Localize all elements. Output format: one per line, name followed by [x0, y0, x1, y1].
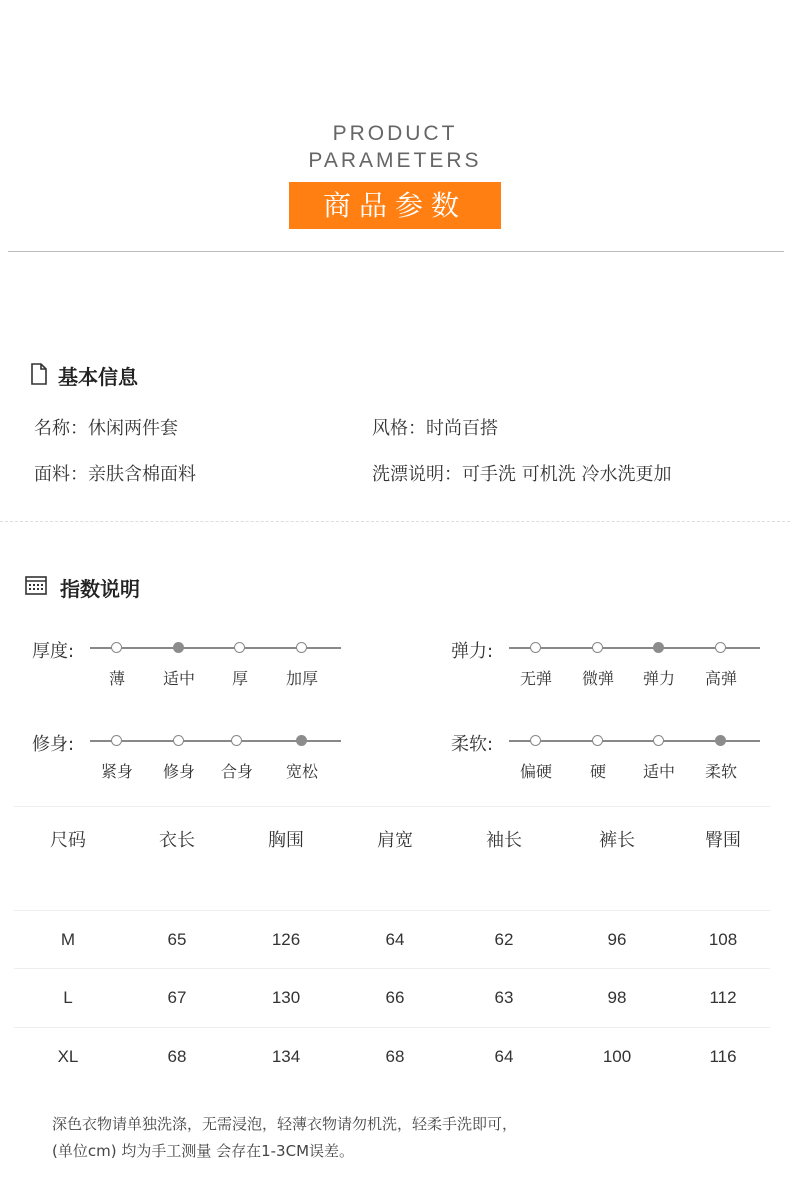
product-name: 名称：休闲两件套: [34, 418, 178, 439]
table-cell: M: [60, 930, 76, 949]
table-header-cell: 衣长: [159, 830, 195, 851]
scale-dot: [231, 735, 242, 746]
table-cell: L: [63, 988, 73, 1007]
scale-dot: [234, 642, 245, 653]
scale-option: 偏硬: [519, 762, 552, 781]
divider: [8, 251, 784, 252]
table-cell: 64: [494, 1047, 514, 1066]
product-fabric: 面料：亲肤含棉面料: [34, 464, 196, 485]
scale-option: 厚: [231, 669, 248, 688]
scale-dot: [530, 642, 541, 653]
document-icon: [30, 363, 48, 389]
calendar-grid-icon: [25, 575, 47, 599]
dashed-divider: [0, 521, 790, 522]
title-parameters: PARAMETERS: [308, 149, 482, 172]
table-header-cell: 肩宽: [377, 830, 413, 851]
table-cell: 100: [602, 1047, 632, 1066]
table-cell: 112: [709, 988, 737, 1007]
scale-dot-selected: [653, 642, 664, 653]
index-title: 指数说明: [60, 577, 140, 601]
scale-option: 弹力: [642, 669, 675, 688]
table-cell: 98: [607, 988, 627, 1007]
table-header-cell: 尺码: [50, 830, 86, 851]
table-cell: 63: [494, 988, 514, 1007]
table-top-line: [14, 806, 770, 807]
scale-dot-selected: [296, 735, 307, 746]
table-cell: 68: [385, 1047, 405, 1066]
scale-option: 紧身: [100, 762, 133, 781]
scale-dot: [653, 735, 664, 746]
table-cell: 65: [167, 930, 187, 949]
table-header-cell: 臀围: [705, 830, 741, 851]
scale-option: 宽松: [285, 762, 318, 781]
scale-option: 合身: [220, 762, 253, 781]
basic-info-title: 基本信息: [58, 365, 138, 389]
scale-option: 适中: [162, 669, 195, 688]
scale-option: 修身: [162, 762, 195, 781]
scale-option: 微弹: [581, 669, 614, 688]
scale-dot: [592, 735, 603, 746]
table-row-divider: [14, 968, 770, 969]
table-row-divider: [14, 910, 770, 911]
scale-label: 厚度:: [32, 641, 75, 662]
scale-dot: [111, 735, 122, 746]
scale-label: 弹力:: [451, 641, 494, 662]
section-badge: 商品参数: [289, 182, 501, 229]
scale-option: 柔软: [704, 762, 737, 781]
table-cell: 64: [385, 930, 405, 949]
scale-dot: [173, 735, 184, 746]
scale-dot: [296, 642, 307, 653]
measure-note: (单位cm) 均为手工测量 会存在1-3CM误差。: [52, 1142, 355, 1160]
wash-instructions: 洗漂说明：可手洗 可机洗 冷水洗更加: [372, 464, 672, 485]
table-cell: 116: [709, 1047, 737, 1066]
scale-option: 高弹: [704, 669, 737, 688]
scale-dot: [592, 642, 603, 653]
table-cell: 134: [271, 1047, 301, 1066]
scale-dot: [530, 735, 541, 746]
scale-option: 无弹: [519, 669, 552, 688]
table-cell: 96: [607, 930, 627, 949]
care-note: 深色衣物请单独洗涤，无需浸泡，轻薄衣物请勿机洗，轻柔手洗即可，: [52, 1115, 518, 1133]
table-cell: XL: [57, 1047, 79, 1066]
scale-option: 薄: [108, 669, 125, 688]
scale-option: 加厚: [285, 669, 318, 688]
scale-label: 柔软:: [451, 734, 494, 755]
scale-dot: [111, 642, 122, 653]
table-cell: 68: [167, 1047, 187, 1066]
table-cell: 62: [494, 930, 514, 949]
table-cell: 108: [708, 930, 738, 949]
scale-dot-selected: [715, 735, 726, 746]
scale-option: 适中: [642, 762, 675, 781]
scale-option: 硬: [589, 762, 606, 781]
product-style: 风格：时尚百搭: [372, 418, 498, 439]
table-cell: 130: [271, 988, 301, 1007]
table-cell: 67: [167, 988, 187, 1007]
scale-dot: [715, 642, 726, 653]
table-header-cell: 裤长: [599, 830, 635, 851]
table-cell: 66: [385, 988, 405, 1007]
title-product: PRODUCT: [332, 122, 458, 145]
table-header-cell: 袖长: [486, 830, 522, 851]
scale-dot-selected: [173, 642, 184, 653]
scale-label: 修身:: [32, 734, 75, 755]
table-row-divider: [14, 1027, 770, 1028]
table-header-cell: 胸围: [268, 830, 304, 851]
table-cell: 126: [271, 930, 301, 949]
